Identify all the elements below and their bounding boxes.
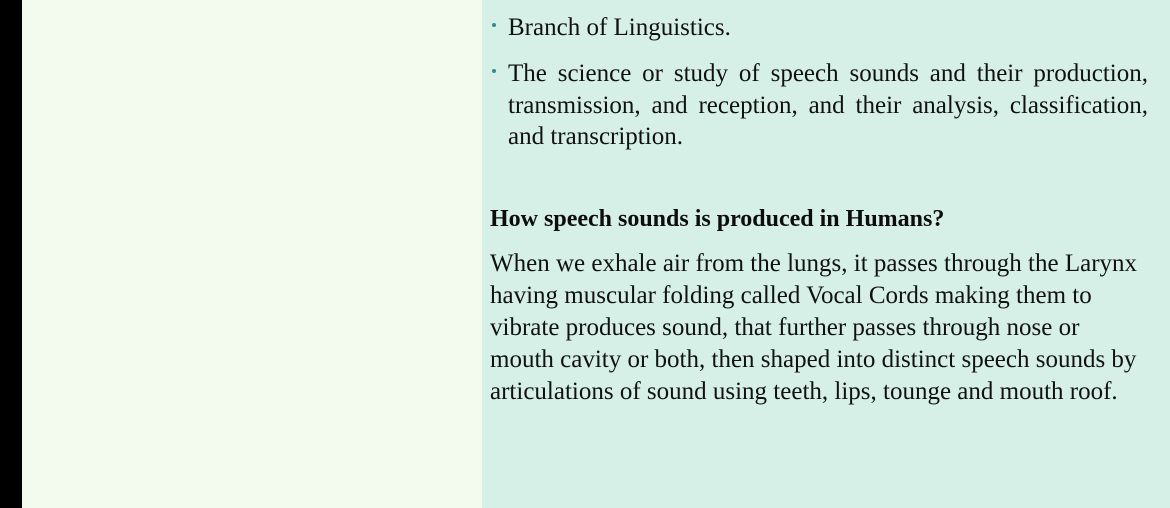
bullet-dot-icon	[492, 69, 496, 73]
list-item	[490, 58, 1148, 153]
slide-left-panel	[0, 0, 482, 508]
bullet-dot-icon	[492, 23, 496, 27]
section-heading: How speech sounds is produced in Humans?	[490, 206, 945, 232]
slide-content-panel	[482, 0, 1170, 508]
bullet-text: Branch of Linguistics.	[508, 14, 731, 41]
body-paragraph: When we exhale air from the lungs, it passes through the Larynx having muscular folding called Vocal Cords making them to vibrate produces sound, that further passes through nose or mouth cavity or both, then shaped into distinct speech sounds by articulations of sound using teeth, lips, tounge and mouth roof.	[490, 249, 1138, 405]
bullet-text: The science or study of speech sounds and their production, transmission, and reception, and their analysis, classification, and transcription.	[508, 59, 1148, 151]
list-item	[490, 12, 1148, 44]
bullet-list	[490, 12, 1148, 153]
